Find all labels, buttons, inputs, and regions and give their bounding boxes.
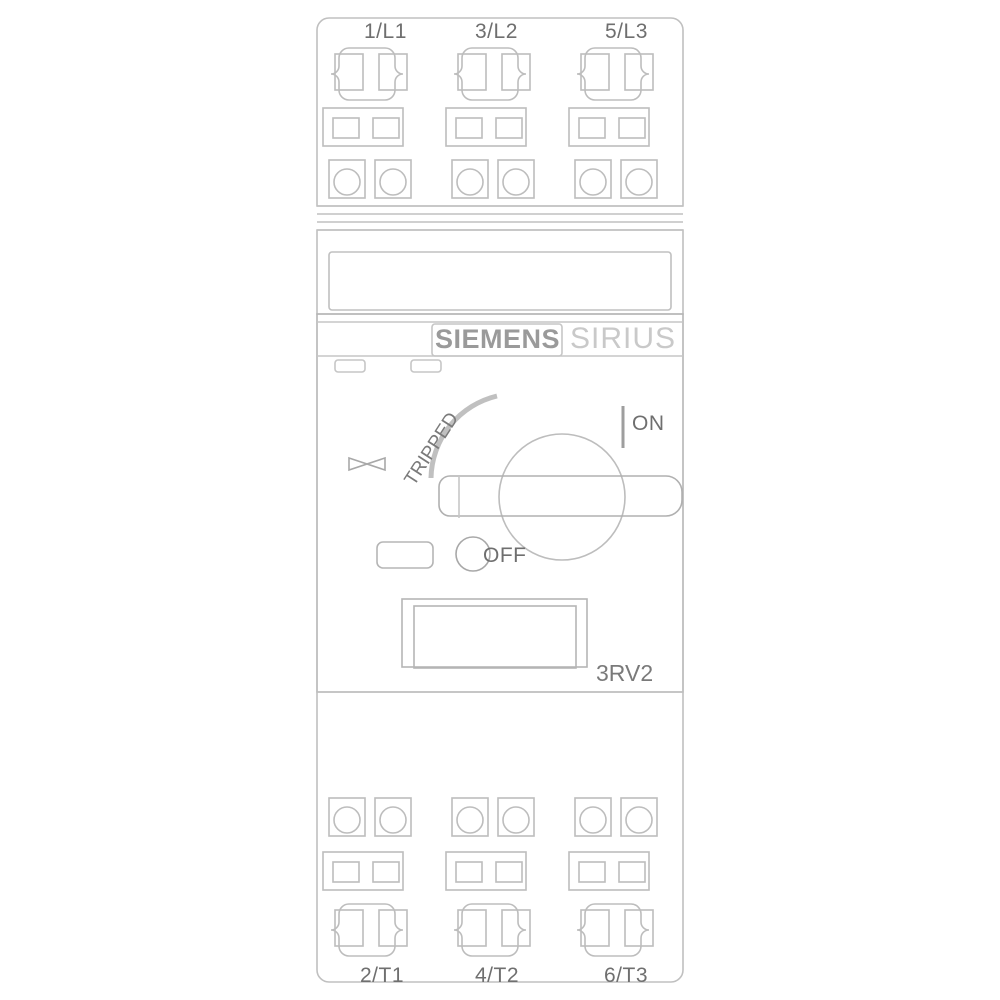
switch-position-off-label: OFF (483, 544, 527, 567)
terminal-label-4T2: 4/T2 (475, 964, 520, 987)
terminal-label-3L2: 3/L2 (475, 20, 518, 43)
bottom-terminal-housing (317, 692, 683, 982)
terminal-label-2T1: 2/T1 (360, 964, 405, 987)
type-designation-label: 3RV2 (596, 660, 654, 686)
terminal-label-5L3: 5/L3 (605, 20, 648, 43)
switch-position-on-label: ON (632, 412, 665, 435)
device-svg (307, 8, 693, 992)
reset-symbol (349, 458, 385, 470)
switch-position-tripped-label: TRIPPED (400, 408, 464, 490)
top-terminal-housing (317, 18, 683, 206)
terminal-label-6T3: 6/T3 (604, 964, 649, 987)
brand-sirius-label: SIRIUS (570, 322, 677, 355)
device-drawing (307, 8, 693, 992)
terminal-label-1L1: 1/L1 (364, 20, 407, 43)
front-face (317, 314, 683, 692)
brand-siemens-logo: SIEMENS (435, 324, 561, 354)
